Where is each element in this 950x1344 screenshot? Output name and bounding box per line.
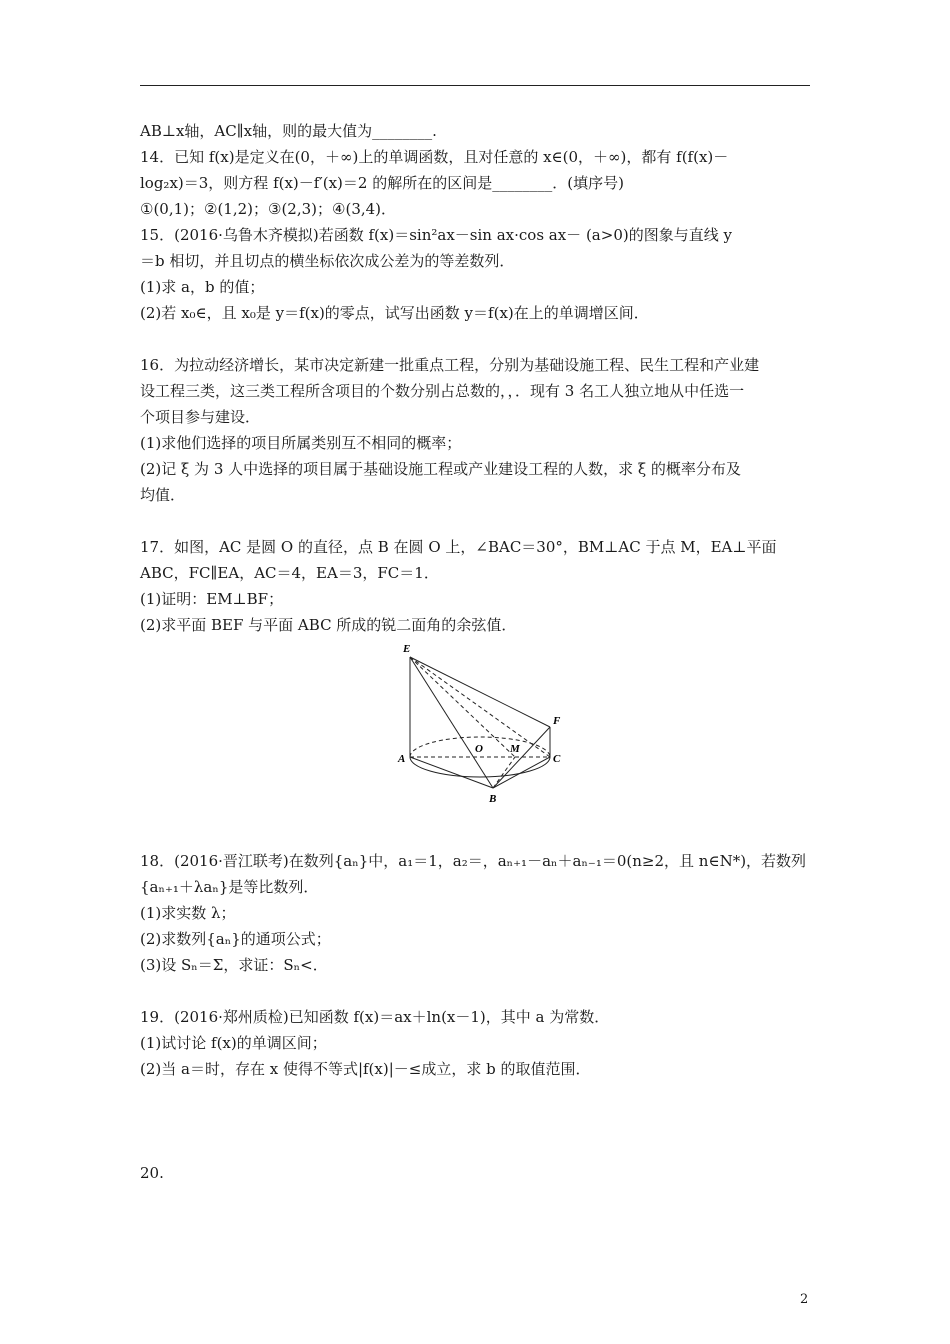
q19-line-1: 19．(2016·郑州质检)已知函数 f(x)＝ax＋ln(x－1)，其中 a 为常数．	[140, 1008, 610, 1026]
q20-line: 20.	[140, 1164, 164, 1182]
label-M: M	[510, 743, 520, 755]
q17-line-1: 17．如图，AC 是圆 O 的直径，点 B 在圆 O 上，∠BAC＝30°，BM⊥AC 于点 M，EA⊥平面	[140, 538, 777, 556]
q18-line-2: {aₙ₊₁＋λaₙ}是等比数列．	[140, 878, 319, 896]
document-body	[140, 118, 812, 1186]
q14-line-3: ①(0,1)；②(1,2)；③(2,3)；④(3,4)．	[140, 200, 397, 218]
edge-EF	[410, 657, 550, 727]
cylinder-pyramid-diagram	[380, 642, 580, 822]
q15-line-1: 15．(2016·乌鲁木齐模拟)若函数 f(x)＝sin²ax－sin ax·cos ax－ (a>0)的图象与直线 y	[140, 226, 732, 244]
q18-line-4: (2)求数列{aₙ}的通项公式；	[140, 930, 331, 948]
geometry-figure	[140, 642, 812, 822]
header-rule	[140, 85, 810, 86]
page-number: 2	[800, 1292, 809, 1307]
q15-line-3: (1)求 a，b 的值；	[140, 278, 265, 296]
q14-line-1: 14．已知 f(x)是定义在(0，＋∞)上的单调函数，且对任意的 x∈(0，＋∞)，都有 f(f(x)－	[140, 148, 729, 166]
q16-line-2: 设工程三类，这三类工程所含项目的个数分别占总数的，，．现有 3 名工人独立地从中任选一	[140, 382, 745, 400]
q15-line-2: ＝b 相切，并且切点的横坐标依次成公差为的等差数列．	[140, 252, 515, 270]
edge-BC	[493, 757, 550, 788]
q13-tail: AB⊥x轴，AC∥x轴，则的最大值为________.	[140, 122, 437, 140]
label-B: B	[489, 793, 497, 805]
q19-line-2: (1)试讨论 f(x)的单调区间；	[140, 1034, 327, 1052]
q17-line-2: ABC，FC∥EA，AC＝4，EA＝3，FC＝1．	[140, 564, 439, 582]
q19-line-3: (2)当 a＝时，存在 x 使得不等式|f(x)|－≤成立，求 b 的取值范围．	[140, 1060, 591, 1078]
label-C: C	[553, 753, 561, 765]
q16-line-3: 个项目参与建设．	[140, 408, 261, 426]
q17-line-3: (1)证明：EM⊥BF；	[140, 590, 284, 608]
edge-EC	[410, 657, 550, 757]
q14-line-2: log₂x)＝3，则方程 f(x)－f′(x)＝2 的解所在的区间是________．(填序号)	[140, 174, 624, 192]
q18-line-3: (1)求实数 λ；	[140, 904, 236, 922]
edge-EM	[410, 657, 515, 757]
label-A: A	[398, 753, 406, 765]
q16-line-5: (2)记 ξ 为 3 人中选择的项目属于基础设施工程或产业建设工程的人数，求 ξ 的概率分布及	[140, 460, 741, 478]
q17-line-4: (2)求平面 BEF 与平面 ABC 所成的锐二面角的余弦值．	[140, 616, 517, 634]
label-O: O	[475, 743, 483, 755]
label-F: F	[553, 715, 561, 727]
q16-line-1: 16．为拉动经济增长，某市决定新建一批重点工程，分别为基础设施工程、民生工程和产业建	[140, 356, 760, 374]
edge-AB	[410, 757, 493, 788]
label-E: E	[403, 643, 411, 655]
q18-line-1: 18．(2016·晋江联考)在数列{aₙ}中，a₁＝1，a₂＝，aₙ₊₁－aₙ＋aₙ₋₁＝0(n≥2，且 n∈N*)，若数列	[140, 852, 807, 870]
q15-line-4: (2)若 x₀∈，且 x₀是 y＝f(x)的零点，试写出函数 y＝f(x)在上的单调增区间．	[140, 304, 649, 322]
edge-BM	[493, 757, 515, 788]
q16-line-6: 均值．	[140, 486, 186, 504]
q18-line-5: (3)设 Sₙ＝Σ，求证：Sₙ<．	[140, 956, 328, 974]
q16-line-4: (1)求他们选择的项目所属类别互不相同的概率；	[140, 434, 462, 452]
